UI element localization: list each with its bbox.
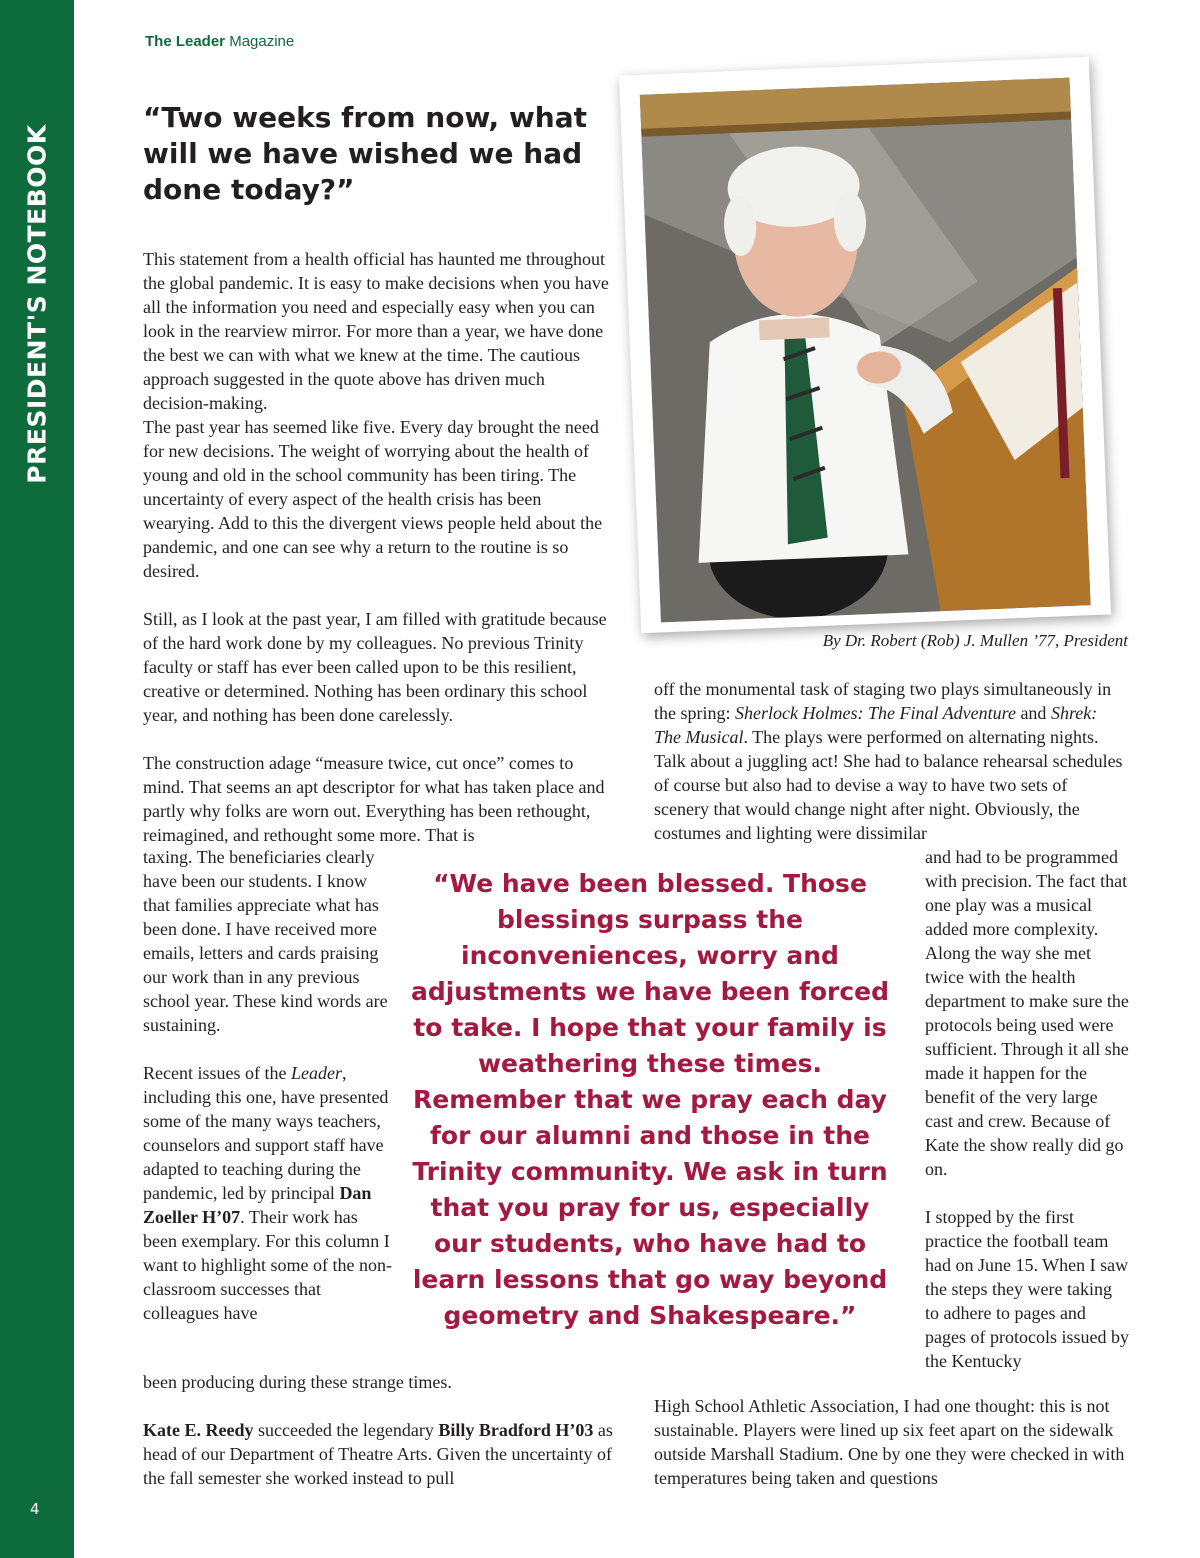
article-column-left-top [143, 247, 615, 847]
masthead-brand: The Leader [145, 33, 226, 50]
article-paragraph: and had to be programmed with precision. The fact that one play was a musical added more complexity. Along the way she met twice with the health department to make sure the protocols being used were sufficient. Through it all she made it happen for the benefit of the very large cast and crew. Because of Kate the show really did go on. [925, 847, 1129, 1179]
article-paragraph: taxing. The beneficiaries clearly have been our students. I know that families appreciate what has been done. I have received more emails, letters and cards praising our work than in any previous school year. These kind words are sustaining. [143, 847, 388, 1035]
article-paragraph: off the monumental task of staging two plays simultaneously in the spring: Sherlock Holmes: The Final Adventure and Shrek: The Musical. The plays were performed on alternating nights. Talk about a juggling act! She had to balance rehearsal schedules of course but also had to devise a way to have two sets of scenery that would change night after night. Obviously, the costumes and lighting were dissimilar [654, 679, 1123, 843]
president-photo-frame [619, 57, 1111, 633]
article-column-right-top [654, 677, 1126, 845]
sidebar-band [0, 0, 74, 1558]
section-label: PRESIDENT'S NOTEBOOK [22, 124, 52, 484]
president-photo-illustration [640, 78, 1091, 623]
masthead-suffix: Magazine [229, 33, 295, 50]
article-paragraph: Kate E. Reedy succeeded the legendary Billy Bradford H’03 as head of our Department of Theatre Arts. Given the uncertainty of the fall semester she worked instead to pull [143, 1420, 613, 1488]
article-paragraph: been producing during these strange times. [143, 1372, 452, 1392]
byline: By Dr. Robert (Rob) J. Mullen ’77, President [822, 631, 1128, 650]
headline: “Two weeks from now, what will we have wished we had done today?” [143, 101, 588, 206]
article-column-left-narrow [143, 845, 393, 1325]
page-number: 4 [30, 1500, 40, 1518]
article-paragraph: High School Athletic Association, I had one thought: this is not sustainable. Players were lined up six feet apart on the sidewalk outside Marshall Stadium. One by one they were checked in with temperatures being taken and questions [654, 1396, 1125, 1488]
article-paragraph: The construction adage “measure twice, cut once” comes to mind. That seems an apt descriptor for what has taken place and partly why folks are worn out. Everything has been rethought, reimagined, and rethought some more. That is [143, 753, 605, 845]
president-photo [640, 78, 1091, 623]
article-paragraph: I stopped by the first practice the football team had on June 15. When I saw the steps they were taking to adhere to pages and pages of protocols issued by the Kentucky [925, 1207, 1129, 1371]
article-paragraph: Still, as I look at the past year, I am filled with gratitude because of the hard work done by my colleagues. No previous Trinity faculty or staff has ever been called upon to be this resilient, creative or determined. Nothing has been ordinary this school year, and nothing has been done carelessly. [143, 609, 607, 725]
article-paragraph: Recent issues of the Leader, including this one, have presented some of the many ways teachers, counselors and support staff have adapted to teaching during the pandemic, led by principal Dan Zoeller H’07. Their work has been exemplary. For this column I want to highlight some of the non-classroom successes that colleagues have [143, 1063, 392, 1323]
article-paragraph: This statement from a health official has haunted me throughout the global pandemic. It is easy to make decisions when you have all the information you need and especially easy when you can look in the rearview mirror. For more than a year, we have done the best we can with what we knew at the time. The cautious approach suggested in the quote above has driven much decision-making. [143, 249, 609, 413]
article-column-right-narrow [925, 845, 1130, 1373]
masthead [145, 33, 294, 50]
pull-quote: “We have been blessed. Those blessings surpass the inconveniences, worry and adjustments we have been forced to take. I hope that your family is weathering these times. Remember that we pray each day for our alumni and those in the Trinity community. We ask in turn that you pray for us, especially our students, who have had to learn lessons that go way beyond geometry and Shakespeare.” [410, 869, 890, 1330]
article-column-right-bottom [654, 1394, 1126, 1490]
article-column-left-bottom [143, 1370, 615, 1490]
article-paragraph: The past year has seemed like five. Every day brought the need for new decisions. The weight of worrying about the health of young and old in the school community has been tiring. The uncertainty of every aspect of the health crisis has been wearying. Add to this the divergent views people held about the pandemic, and one can see why a return to the routine is so desired. [143, 417, 603, 581]
